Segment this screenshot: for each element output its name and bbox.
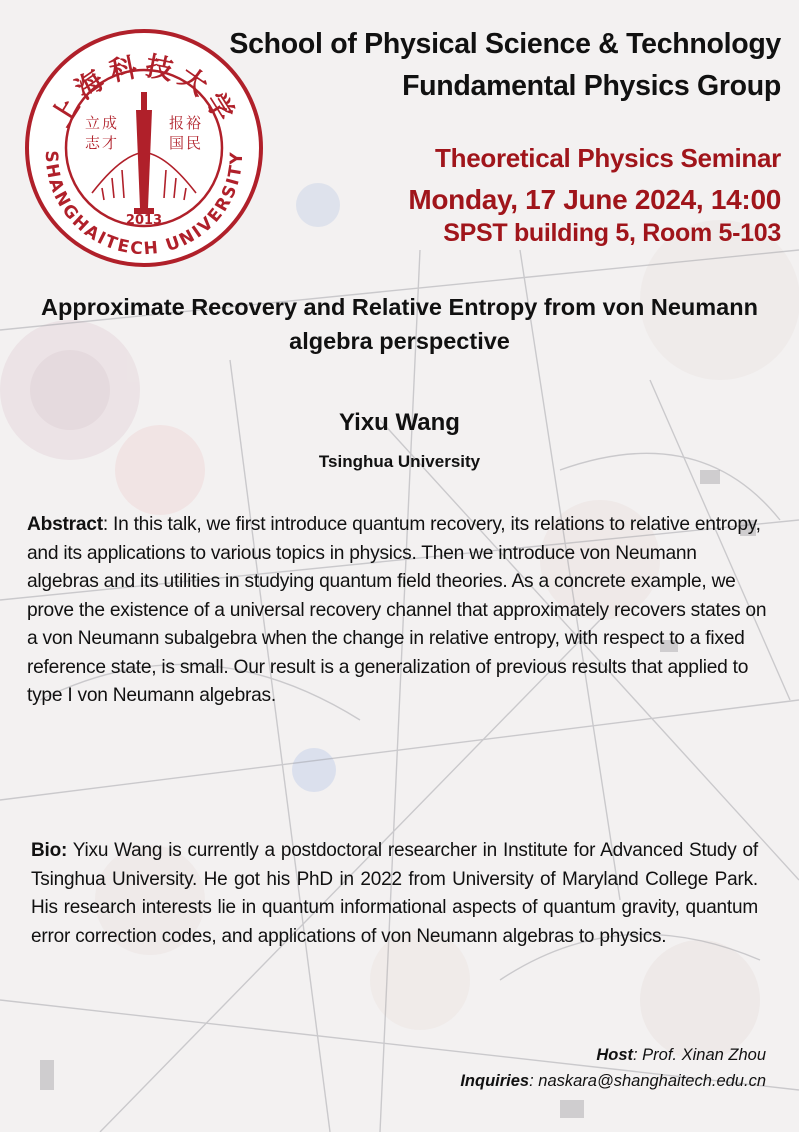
logo-english-name: SHANGHAITECH UNIVERSITY — [40, 150, 248, 260]
talk-title: Approximate Recovery and Relative Entropy from von Neumann algebra perspective — [41, 294, 758, 354]
logo-motto: 国民 — [168, 134, 204, 152]
bio-label: Bio: — [31, 840, 68, 861]
abstract-section — [27, 511, 772, 711]
abstract-text: : In this talk, we first introduce quantum recovery, its relations to relative entropy, and its applications to various topics in physics. Then we introduce von Neumann algebras and its utilities in studying quantum field theories. As a concrete example, we prove the existence of a universal recovery channel that approximately recovers states on a von Neumann subalgebra when the change in relative entropy, with respect to a fixed reference state, is small. Our result is a generalization of previous results that applied to type I von Neumann algebras. — [27, 514, 767, 706]
speaker-affiliation: Tsinghua University — [318, 452, 481, 471]
bio-text: Yixu Wang is currently a postdoctoral researcher in Institute for Advanced Study of Tsinghua University. He got his PhD in 2022 from University of Maryland College Park. His research interests lie in quantum informational aspects of quantum gravity, quantum error correction codes, and applications of von Neumann algebras to physics. — [31, 840, 758, 947]
inquiries-email[interactable]: : naskara@shanghaitech.edu.cn — [529, 1072, 766, 1090]
seminar-series: Theoretical Physics Seminar — [435, 143, 781, 173]
school-name: School of Physical Science & Technology — [229, 28, 781, 60]
bio-section — [31, 837, 758, 951]
university-logo — [24, 28, 264, 268]
inquiries-label: Inquiries — [460, 1072, 530, 1090]
logo-motto: 立成 — [84, 114, 120, 132]
speaker-name: Yixu Wang — [339, 409, 460, 436]
host-value: : Prof. Xinan Zhou — [633, 1046, 766, 1064]
seminar-datetime: Monday, 17 June 2024, 14:00 — [408, 184, 781, 215]
logo-motto: 报裕 — [168, 114, 204, 132]
seminar-location: SPST building 5, Room 5-103 — [443, 219, 781, 247]
group-name: Fundamental Physics Group — [402, 70, 781, 102]
logo-motto: 志才 — [84, 134, 120, 152]
inquiries-line — [460, 1072, 766, 1091]
host-label: Host — [596, 1046, 633, 1064]
host-line — [596, 1046, 766, 1065]
abstract-label: Abstract — [27, 514, 103, 535]
logo-year: 2013 — [125, 213, 163, 228]
logo-chinese-name: 上海科技大学 — [45, 50, 243, 132]
